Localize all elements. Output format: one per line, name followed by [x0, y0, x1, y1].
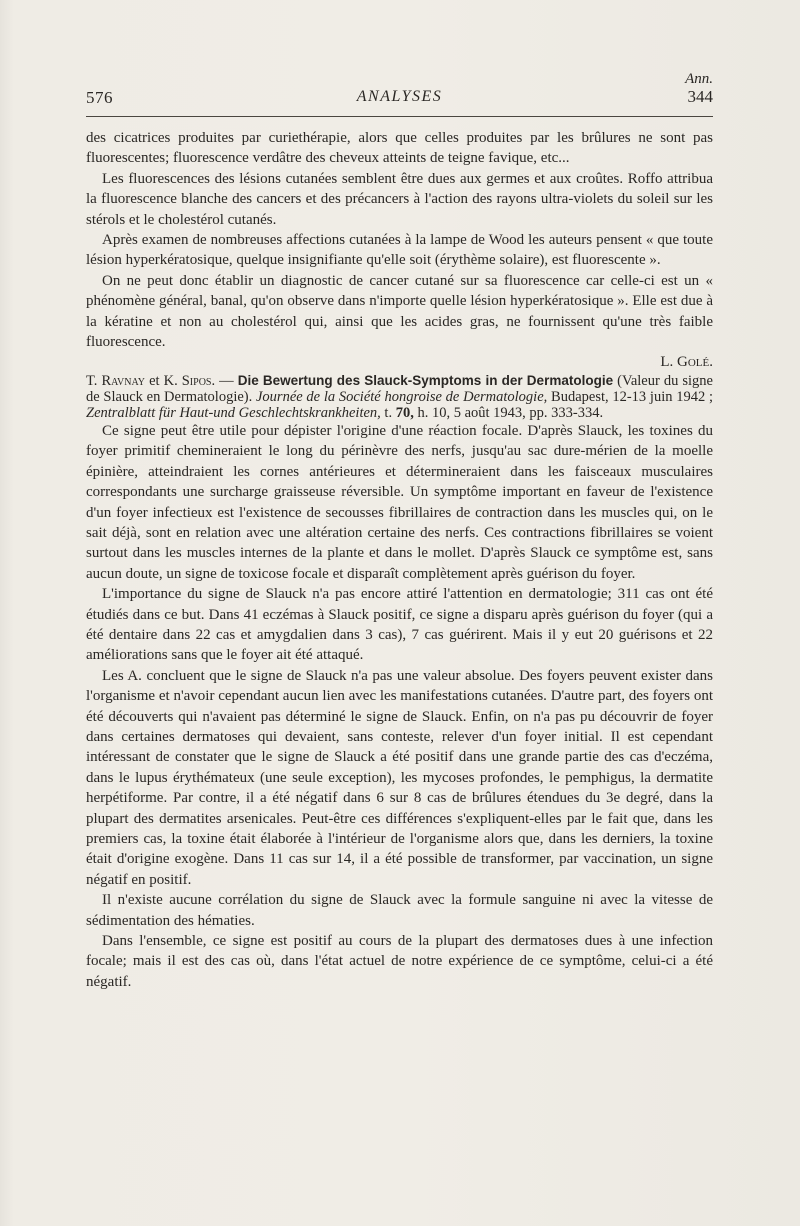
running-title: ANALYSES: [356, 88, 443, 105]
second-article: [86, 421, 713, 992]
tome-prefix: t.: [380, 404, 396, 421]
paragraph: L'importance du signe de Slauck n'a pas encore attiré l'attention en dermatologie; 311 cas ont été étudiés dans ce but. Dans 41 eczémas à Slauck positif, ce signe a disparu après guérison du foyer (qui a été dentaire dans 22 cas et amygdalien dans 3 cas), 7 cas guérirent. Mais il y eut 20 guérisons et 22 améliorations sans que le foyer ait été attaqué.: [86, 586, 713, 664]
issue-details: h. 10, 5 août 1943, pp. 333-334.: [413, 404, 604, 421]
paragraph: Dans l'ensemble, ce signe est positif au cours de la plupart des dermatoses dues à une infection focale; mais il est des cas où, dans l'état actuel de notre expérience de ce symptôme, celui-ci a été négatif.: [86, 933, 713, 990]
paragraph: Il n'existe aucune corrélation du signe de Slauck avec la formule sanguine ni avec la vitesse de sédimentation des hématies.: [86, 892, 713, 929]
venue: Journée de la Société hongroise de Dermatologie,: [255, 388, 548, 405]
title-translation: (Valeur du signe de Slauck en Dermatologie).: [86, 372, 713, 405]
paragraph: des cicatrices produites par curiethérapie, alors que celles produites par les brûlures ne sont pas fluorescentes; fluorescence verdâtre des cheveux atteints de teigne favique, etc...: [86, 130, 713, 167]
author-signature: L. Golé.: [660, 354, 713, 371]
volume-number: 344: [687, 87, 713, 106]
running-header: [86, 71, 713, 114]
tome-number: 70,: [395, 404, 414, 421]
header-rule: [86, 116, 713, 117]
first-article: [86, 128, 713, 373]
journal-abbrev: Ann.: [685, 71, 713, 87]
author-join: et: [145, 372, 164, 389]
article-reference: [86, 373, 713, 421]
author-name: T. Ravnay: [86, 372, 146, 389]
author-name: K. Sipos.: [163, 372, 216, 389]
paragraph: Ce signe peut être utile pour dépister l'origine d'une réaction focale. D'après Slauck, les toxines du foyer primitif chemineraient le long du périnèvre des nerfs, jusqu'au sac dure-mérien de la moelle épinière, atteindraient les cornes antérieures et détermineraient dans les faisceaux musculaires correspondants une surcharge graisseuse réversible. Un symptôme important en faveur de l'existence d'un foyer infectieux est l'existence de secousses fibrillaires de contraction dans les muscles qui, on le sait déjà, sont en relation avec une altération certaine des nerfs. Ces contractions fibrillaires se voient surtout dans les muscles internes de la plante et dans le mollet. D'après Slauck ce symptôme est, sans aucun doute, un signe de toxicose focale et disparaît complètement après guérison du foyer.: [86, 422, 713, 582]
paragraph: On ne peut donc établir un diagnostic de cancer cutané sur sa fluorescence car celle-ci est un « phénomène général, banal, qu'on observe dans n'importe quelle lésion hyperkératosique ». Elle est due à la kératine et non au cholestérol qui, ainsi que les acides gras, ne fournissent qu'une très faible fluorescence.: [86, 272, 713, 351]
page-number: 576: [86, 88, 113, 107]
body-text: [86, 128, 713, 992]
journal-volume: [685, 70, 713, 106]
paragraph: Les A. concluent que le signe de Slauck n'a pas une valeur absolue. Des foyers peuvent exister dans l'organisme et n'avoir cependant aucun lien avec les manifestations cutanées. D'autre part, des foyers ont été découverts qui n'avaient pas déterminé le signe de Slauck. Enfin, on n'a pas pu découvrir de foyer dans certaines dermatoses qui devaient, sans conteste, relever d'un foyer initial. Il est cependant intéressant de constater que le signe de Slauck a été positif dans une grande partie des cas d'eczéma, dans le lupus érythémateux (une seule exception), les mycoses profondes, le pemphigus, la dermatite herpétiforme. Par contre, il a été négatif dans 6 sur 8 cas de brûlures étendues du 3e degré, dans la plupart des dermatites arsenicales. Peut-être ces différences s'expliquent-elles par le fait que, dans les premiers cas, la toxine était élaborée à l'intérieur de l'organisme alors que, dans les derniers, la toxine était d'origine exogène. Dans 11 cas sur 14, il a été possible de transformer, par vaccination, un signe négatif en positif.: [86, 667, 713, 888]
paragraph: Les fluorescences des lésions cutanées semblent être dues aux germes et aux croûtes. Roffo attribua la fluorescence blanche des cancers et des précancers à l'action des rayons ultra-violets du soleil sur les stérols et le cholestérol cutanés.: [86, 170, 713, 228]
place-date: Budapest, 12-13 juin 1942 ;: [547, 388, 713, 405]
journal-name: Zentralblatt für Haut-und Geschlechtskrankheiten,: [86, 404, 381, 421]
article-title: Die Bewertung des Slauck-Symptoms in der Dermatologie: [237, 372, 614, 388]
separator-dash: —: [215, 372, 238, 389]
paragraph: Après examen de nombreuses affections cutanées à la lampe de Wood les auteurs pensent « que toute lésion hyperkératosique, quelque insignifiante qu'elle soit (érythème solaire), est fluorescente ».: [86, 232, 713, 269]
